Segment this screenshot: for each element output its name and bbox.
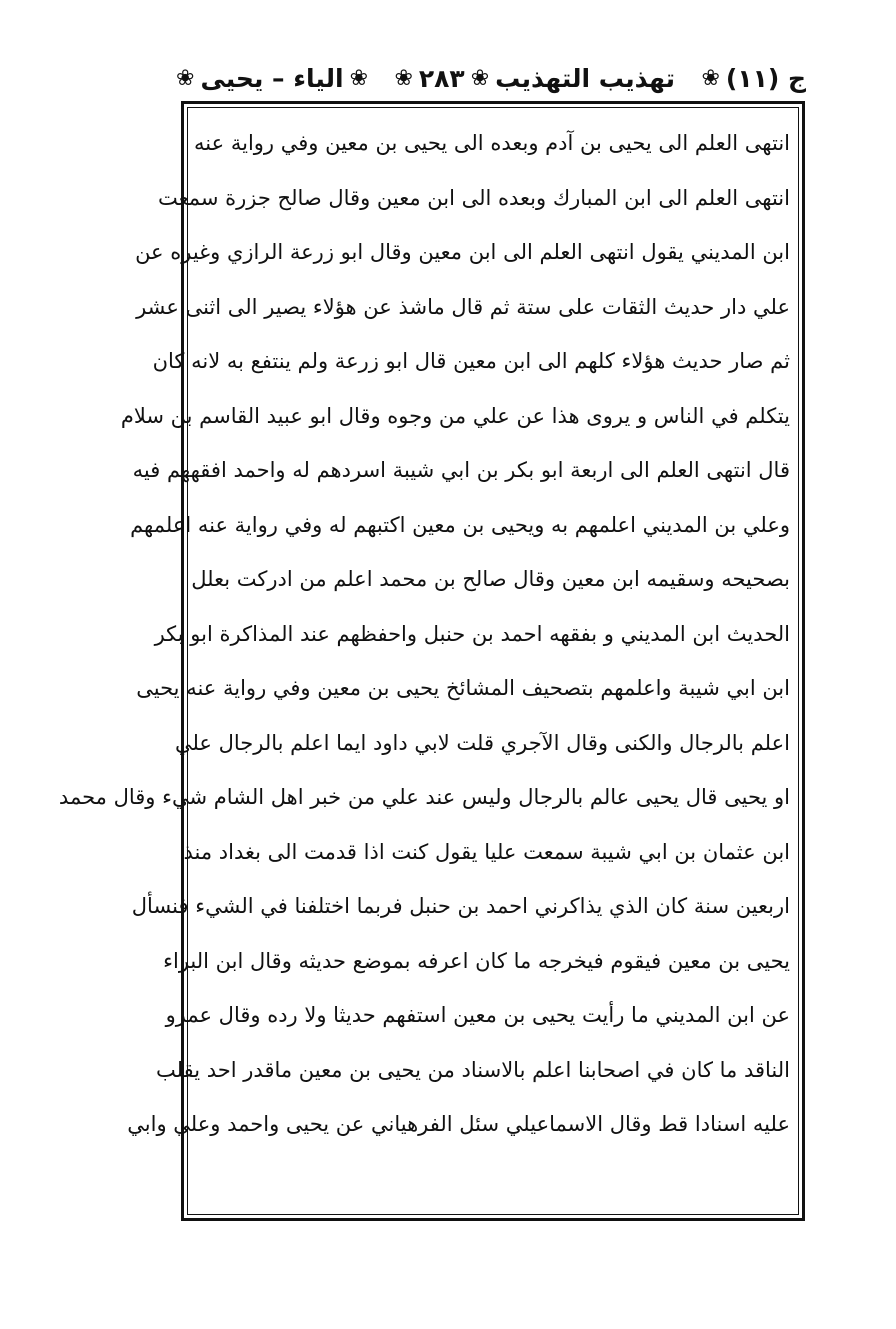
text-line: انتهى العلم الى يحيى بن آدم وبعده الى يحيى بن معين وفي رواية عنه	[194, 131, 790, 155]
page-header	[176, 56, 806, 100]
text-line: او يحيى قال يحيى عالم بالرجال وليس عند علي من خبر اهل الشام شيء وقال محمد	[58, 785, 790, 809]
text-line: ثم صار حديث هؤلاء كلهم الى ابن معين قال ابو زرعة ولم ينتفع به لانه كان	[152, 349, 790, 373]
ornament-icon: ❀	[394, 65, 413, 91]
ornament-icon: ❀	[470, 65, 490, 91]
book-title: تهذيب التهذيب	[495, 63, 675, 93]
header-title-group	[394, 64, 675, 93]
header-section-group	[176, 64, 368, 93]
text-line: ابن المديني يقول انتهى العلم الى ابن معين وقال ابو زرعة الرازي وغيره عن	[135, 240, 790, 264]
header-volume-group	[701, 64, 806, 93]
section-title: الياء – يحيى	[200, 63, 344, 93]
text-line: يتكلم في الناس و يروى هذا عن علي من وجوه وقال ابو عبيد القاسم بن سلام	[120, 403, 790, 428]
text-line: اعلم بالرجال والكنى وقال الآجري قلت لابي داود ايما اعلم بالرجال علي	[174, 730, 790, 755]
ornament-icon: ❀	[176, 65, 195, 91]
text-line: يحيى بن معين فيقوم فيخرجه ما كان اعرفه بموضع حديثه وقال ابن البراء	[163, 948, 790, 973]
text-line: اربعين سنة كان الذي يذاكرني احمد بن حنبل فربما اختلفنا في الشيء فنسأل	[131, 894, 790, 918]
text-line: بصحيحه وسقيمه ابن معين وقال صالح بن محمد اعلم من ادركت بعلل	[191, 567, 790, 591]
text-line: عليه اسنادا قط وقال الاسماعيلي سئل الفرهياني عن يحيى واحمد وعلي وابي	[127, 1112, 790, 1136]
ornament-icon: ❀	[349, 65, 369, 91]
text-line: ابن عثمان بن ابي شيبة سمعت عليا يقول كنت اذا قدمت الى بغداد منذ	[183, 839, 790, 864]
text-body	[58, 116, 794, 1208]
text-line: الحديث ابن المديني و بفقهه احمد بن حنبل واحفظهم عند المذاكرة ابو بكر	[154, 621, 790, 646]
page-number: ٢٨٣	[418, 63, 465, 93]
text-line: وعلي بن المديني اعلمهم به ويحيى بن معين اكتبهم له وفي رواية عنه اعلمهم	[130, 512, 790, 537]
text-line: الناقد ما كان في اصحابنا اعلم بالاسناد من يحيى بن معين ماقدر احد يقلب	[156, 1057, 790, 1082]
text-line: عن ابن المديني ما رأيت يحيى بن معين استفهم حديثا ولا رده وقال عمرو	[165, 1003, 790, 1027]
ornament-icon: ❀	[701, 65, 720, 91]
text-line: ابن ابي شيبة واعلمهم بتصحيف المشائخ يحيى بن معين وفي رواية عنه يحيى	[136, 676, 790, 700]
volume-label: ج (١١)	[725, 63, 806, 93]
text-line: قال انتهى العلم الى اربعة ابو بكر بن ابي شيبة اسردهم له واحمد افقههم فيه	[132, 458, 790, 482]
text-line: علي دار حديث الثقات على ستة ثم قال ماشذ عن هؤلاء يصير الى اثنى عشر	[136, 294, 790, 319]
text-line: انتهى العلم الى ابن المبارك وبعده الى ابن معين وقال صالح جزرة سمعت	[157, 185, 790, 210]
